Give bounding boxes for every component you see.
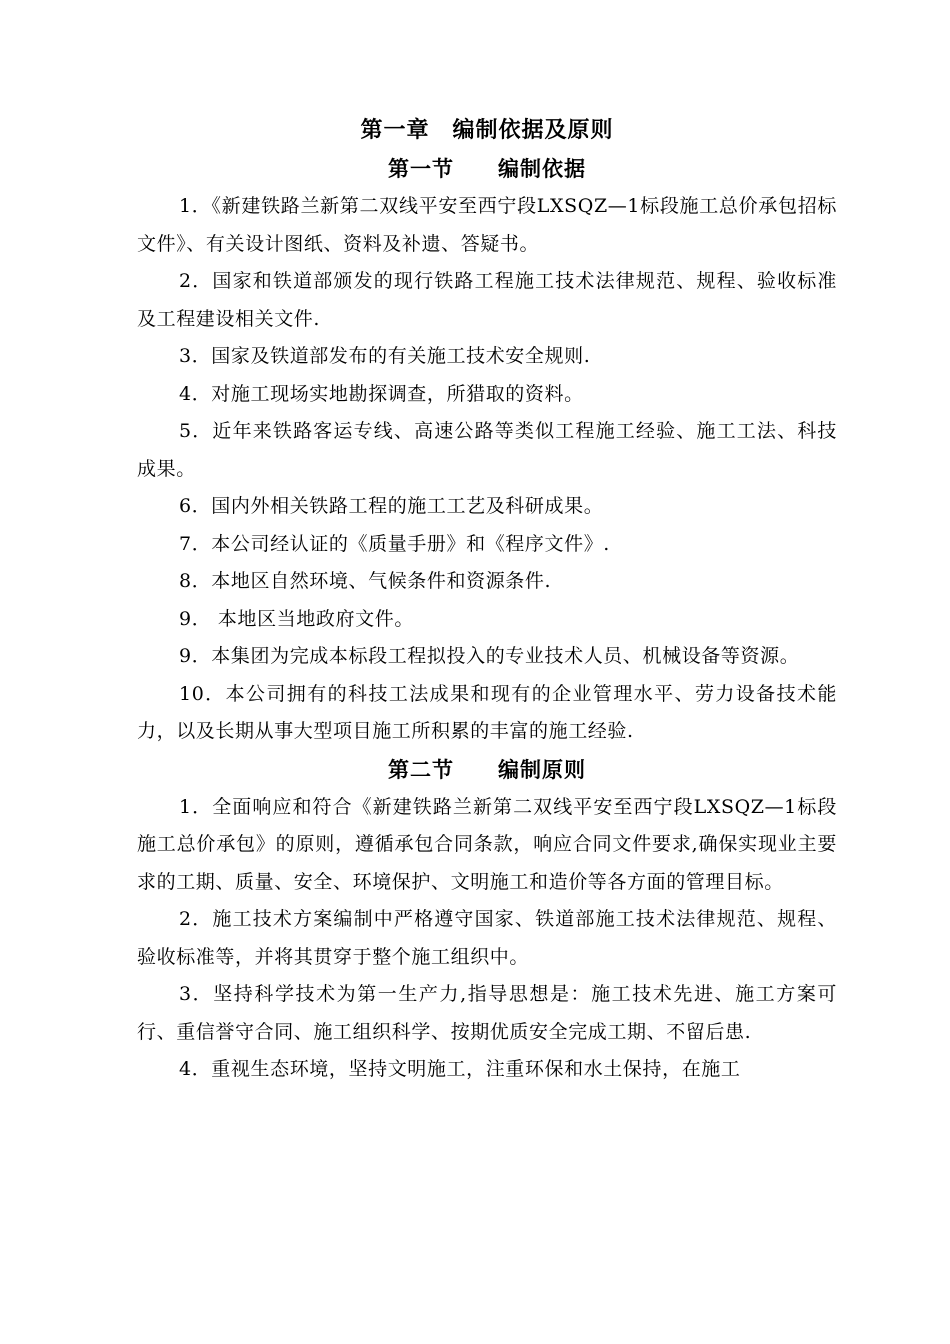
principle-item-4: 4．重视生态环境，坚持文明施工，注重环保和水土保持，在施工 [179, 1058, 741, 1080]
basis-item-2: 2．国家和铁道部颁发的现行铁路工程施工技术法律规范、规程、验收标准及工程建设相关文件. [137, 270, 837, 330]
section-2-title: 第二节 编制原则 [388, 757, 586, 782]
basis-item-8: 8．本地区自然环境、气候条件和资源条件. [179, 570, 552, 592]
principle-item-3: 3．坚持科学技术为第一生产力,指导思想是：施工技术先进、施工方案可行、重信誉守合同、施工组织科学、按期优质安全完成工期、不留后患. [137, 983, 837, 1043]
basis-item-6: 6．国内外相关铁路工程的施工工艺及科研成果。 [179, 495, 604, 517]
document-page [137, 112, 837, 1089]
basis-item-10: 10．本公司拥有的科技工法成果和现有的企业管理水平、劳力设备技术能力，以及长期从事大型项目施工所积累的丰富的施工经验. [137, 682, 837, 742]
principle-item-2: 2．施工技术方案编制中严格遵守国家、铁道部施工技术法律规范、规程、验收标准等，并将其贯穿于整个施工组织中。 [137, 908, 837, 968]
basis-item-9b: 9．本集团为完成本标段工程拟投入的专业技术人员、机械设备等资源。 [179, 645, 800, 667]
basis-item-4: 4．对施工现场实地勘探调查，所猎取的资料。 [179, 382, 584, 405]
chapter-title: 第一章 编制依据及原则 [360, 118, 614, 143]
basis-item-9a: 9． 本地区当地政府文件。 [179, 607, 414, 630]
principle-item-1: 1．全面响应和符合《新建铁路兰新第二双线平安至西宁段LXSQZ—1标段施工总价承包》的原则，遵循承包合同条款，响应合同文件要求,确保实现业主要求的工期、质量、安全、环境保护、文明施工和造价等各方面的管理目标。 [137, 795, 837, 893]
section-1-title: 第一节 编制依据 [388, 157, 586, 181]
basis-item-3: 3．国家及铁道部发布的有关施工技术安全规则. [179, 345, 591, 367]
basis-item-5: 5．近年来铁路客运专线、高速公路等类似工程施工经验、施工工法、科技成果。 [137, 420, 837, 480]
basis-item-1: 1．《新建铁路兰新第二双线平安至西宁段LXSQZ—1标段施工总价承包招标文件》、有关设计图纸、资料及补遗、答疑书。 [137, 195, 837, 255]
basis-item-7: 7．本公司经认证的《质量手册》和《程序文件》. [179, 532, 610, 555]
